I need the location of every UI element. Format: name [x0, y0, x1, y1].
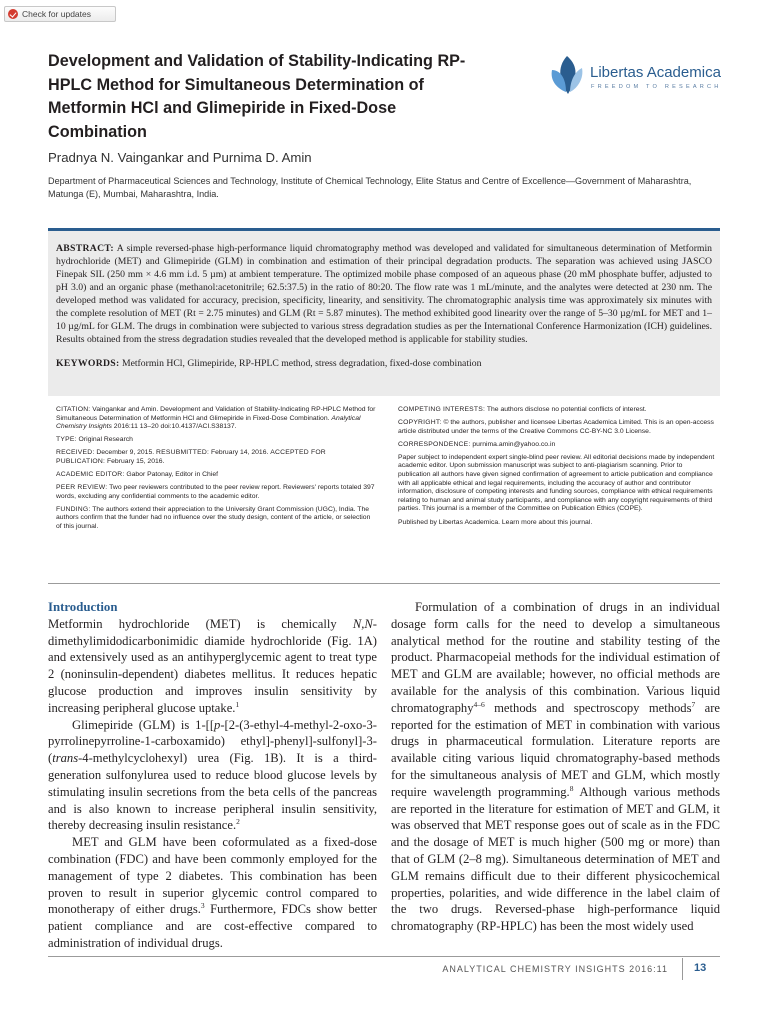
text-run: Glimepiride (GLM) is 1-[[: [72, 717, 215, 732]
competing-label: COMPETING INTERESTS:: [398, 406, 486, 413]
abstract-label: ABSTRACT:: [56, 243, 114, 254]
article-title: Development and Validation of Stability-Indicating RP-HPLC Method for Simultaneous Determination of Metformin HCl and Glimepiride in Fixed-Dose Combination: [48, 52, 466, 141]
funding-value: The authors extend their appreciation to the University Grant Commission (UGC), India. The authors confirm that the funder had no influence over the study design, content of the article, or selection of this journal.: [56, 505, 371, 531]
check-for-updates-label: Check for updates: [22, 9, 91, 19]
authors: Pradnya N. Vaingankar and Purnima D. Amin: [48, 150, 312, 165]
citation: [56, 406, 376, 432]
copyright: [398, 419, 716, 436]
type-label: TYPE:: [56, 436, 77, 444]
publisher-note-link[interactable]: Published by Libertas Academica. Learn more about this journal.: [398, 518, 593, 526]
body-paragraph: [48, 717, 377, 835]
text-run: Metformin hydrochloride (MET) is chemically: [48, 616, 353, 631]
reference-link[interactable]: 8: [569, 783, 574, 793]
competing-interests: [398, 406, 716, 415]
libertas-leaf-icon: [546, 54, 588, 96]
reference-link[interactable]: 7: [691, 699, 696, 709]
citation-text: Vaingankar and Amin. Development and Validation of Stability-Indicating RP-HPLC Method for Simultaneous Determination of Metformin HCl and Glimepiride in Fixed-Dose Combination.: [56, 406, 376, 422]
text-run: -dimethylimidodicarbonimidic diamide hydrochloride (Fig. 1A) and extensively used as an antihyperglycemic agent to treat type 2 (noninsulin-dependent) diabetes mellitus. It reduces hepatic glucose production and improves insulin sensitivity by increasing peripheral glucose uptake.: [48, 616, 377, 715]
body-column-right: [391, 599, 720, 935]
section-heading-introduction: Introduction: [48, 600, 118, 614]
citation-doi: 2016:11 13–20 doi:10.4137/ACI.S38137.: [113, 423, 237, 431]
page-number: 13: [694, 962, 707, 974]
text-run: -4-methylcyclohexyl) urea (Fig. 1B). It is a third-generation sulfonylurea used to reduce blood glucose levels by stimulating insulin secretions from the beta cells of the pancreas and is also known to increase peripheral insulin sensitivity, thereby decreasing insulin resistance.: [48, 751, 377, 833]
accepted-value: February 15, 2016.: [107, 457, 165, 465]
text-run: Although various methods are reported in the literature for estimation of MET and GLM, it was observed that MET response goes out of scale as in the FDC and the dosage of MET is much higher (500 mg or more) than that of GLM (2–8 mg). Simultaneous determination of MET and GLM remains difficult due to their different physicochemical properties, polarities, and wide difference in the label claim of the two drugs. Reversed-phase high-performance liquid chromatography (RP-HPLC) has been the most widely used: [391, 784, 721, 934]
publisher-name: Libertas Academica: [590, 64, 721, 81]
dates: [56, 449, 376, 466]
page-footer: [0, 958, 768, 982]
reference-link[interactable]: 1: [235, 699, 240, 709]
editor-value: Gabor Patonay, Editor in Chief: [126, 471, 218, 479]
citation-label: CITATION:: [56, 406, 91, 413]
keywords-paragraph: [56, 357, 712, 370]
check-for-updates-button[interactable]: [4, 6, 116, 22]
abstract-paragraph: [56, 242, 712, 346]
text-run: methods and spectroscopy methods: [484, 700, 692, 715]
body-paragraph: [391, 599, 720, 935]
review-policy: Paper subject to independent expert single-blind peer review. All editorial decisions made by independent academic editor. Upon submission manuscript was subject to anti-plagiarism scanning. Prior to publication all authors have given signed confirmation of agreement to article publication and compliance with all applicable ethical and legal requirements, including the accuracy of author and contributor information, disclosure of competing interests and funding sources, compliance with ethical requirements relating to human and animal study participants, and compliance with any copyright requirements of third parties. This journal is a member of the Committee on Publication Ethics (COPE).: [398, 453, 715, 513]
text-run: MET and GLM have been coformulated as a fixed-dose combination (FDC) and have been commonly employed for the management of type 2 diabetes. This combination has been proven to result in superior glycemic control compared to monotherapy of either drugs.: [48, 835, 377, 917]
publisher-logo: [546, 54, 726, 98]
text-run: -[2-(3-ethyl-4-methyl-2-oxo-3-pyrrolinepyrroline-1-carboxamido) ethyl]-phenyl]-sulfonyl]-3-(: [48, 717, 377, 766]
body-column-left: [48, 599, 377, 952]
footer-divider: [48, 956, 720, 957]
affiliation: Department of Pharmaceutical Sciences and Technology, Institute of Chemical Technology, Elite Status and Centre of Excellence—Government of Maharashtra, Matunga (E), Mumbai, Maharashtra, India.: [48, 176, 692, 199]
article-metadata-left: [56, 406, 376, 536]
academic-editor: [56, 471, 376, 480]
text-run: N,N: [352, 616, 373, 631]
article-type: [56, 436, 376, 445]
keywords-label: KEYWORDS:: [56, 358, 120, 369]
correspondence-email-link[interactable]: purnima.amin@yahoo.co.in: [472, 440, 556, 448]
keywords-text: Metformin HCl, Glimepiride, RP-HPLC method, stress degradation, fixed-dose combination: [121, 358, 482, 369]
section-divider: [48, 583, 720, 584]
article-metadata-right: [398, 406, 716, 532]
competing-value: The authors disclose no potential conflicts of interest.: [486, 406, 647, 413]
received-label: RECEIVED:: [56, 449, 95, 457]
text-run: trans: [52, 751, 79, 766]
checkmark-icon: [8, 9, 18, 19]
citation-journal: Analytical Chemistry Insights: [56, 414, 361, 431]
correspondence: [398, 441, 716, 450]
text-run: p: [214, 717, 221, 732]
footer-separator: [682, 958, 683, 980]
text-run: are reported for the estimation of MET in combination with various drugs in pharmaceutical formulation. Literature reports are available citing various liquid chromatography-based methods for the simultaneous analysis of MET and GLM, which mostly require wavelength programming.: [391, 700, 720, 799]
funding: [56, 506, 376, 532]
footer-journal: ANALYTICAL CHEMISTRY INSIGHTS 2016:11: [442, 964, 668, 974]
abstract-box: [48, 228, 720, 396]
funding-label: FUNDING:: [56, 505, 91, 513]
reference-link[interactable]: 4–6: [473, 699, 485, 709]
peer-review: [56, 484, 376, 501]
resubmitted-value: February 14, 2016.: [210, 449, 269, 457]
type-value: Original Research: [78, 436, 133, 444]
publisher-tagline: FREEDOM TO RESEARCH: [591, 84, 722, 90]
received-value: December 9, 2015.: [96, 449, 155, 457]
body-paragraph: [48, 616, 377, 717]
resubmitted-label: RESUBMITTED:: [156, 449, 210, 457]
accepted-label: ACCEPTED FOR PUBLICATION:: [56, 449, 326, 465]
copyright-label: COPYRIGHT:: [398, 419, 442, 427]
editor-label: ACADEMIC EDITOR:: [56, 471, 125, 479]
body-paragraph: [48, 834, 377, 952]
abstract-text: A simple reversed-phase high-performance liquid chromatography method was developed and validated for simultaneous determination of Metformin hydrochloride (MET) and Glimepiride (GLM) in combination and estimation of their principal degradation products. The separation was achieved using JASCO Finepak SIL (250 mm × 4.6 mm i.d. 5 µm) at ambient temperature. The optimized mobile phase composed of an aqueous phase (20 mM phosphate buffer, adjusted to pH 3.0) and an organic phase (methanol:acetonitrile; 62.5:37.5) in the ratio of 80:20. The flow rate was 1 mL/minute, and the analytes were detected at 230 nm. The developed method was validated for accuracy, precision, specificity, linearity, and sensitivity. The chromatographic analysis time was approximately six minutes with the complete resolution of MET (Rt = 2.75 minutes) and GLM (Rt = 5.87 minutes). The method exhibited good linearity over the range of 5–30 µg/mL for MET and 1–10 µg/mL for GLM. The drugs in combination were subjected to various stress degradation studies as per the International Conference Harmonization (ICH) guidelines. Results obtained from the stress degradation studies revealed that the developed method is applicable for stability studies.: [56, 243, 712, 345]
copyright-value: © the authors, publisher and licensee Libertas Academica Limited. This is an open-access article distributed under the terms of the Creative Commons CC-BY-NC 3.0 License.: [398, 419, 714, 435]
review-value: Two peer reviewers contributed to the peer review report. Reviewers' reports totaled 397 words, excluding any confidential comments to the academic editor.: [56, 484, 375, 500]
correspondence-label: CORRESPONDENCE:: [398, 440, 471, 448]
text-run: Furthermore, FDCs show better patient compliance and are cost-effective compared to administration of individual drugs.: [48, 902, 377, 950]
review-label: PEER REVIEW:: [56, 484, 108, 492]
text-run: Formulation of a combination of drugs in an individual dosage form calls for the need to develop a simultaneous analytical method for the routine and stability testing of the product. Pharmacopeial methods for the individual estimation of MET and GLM are available; however, no official methods are available for the analysis of this combination. Various liquid chromatography: [391, 600, 720, 715]
reference-link[interactable]: 3: [200, 901, 205, 911]
reference-link[interactable]: 2: [236, 817, 240, 827]
